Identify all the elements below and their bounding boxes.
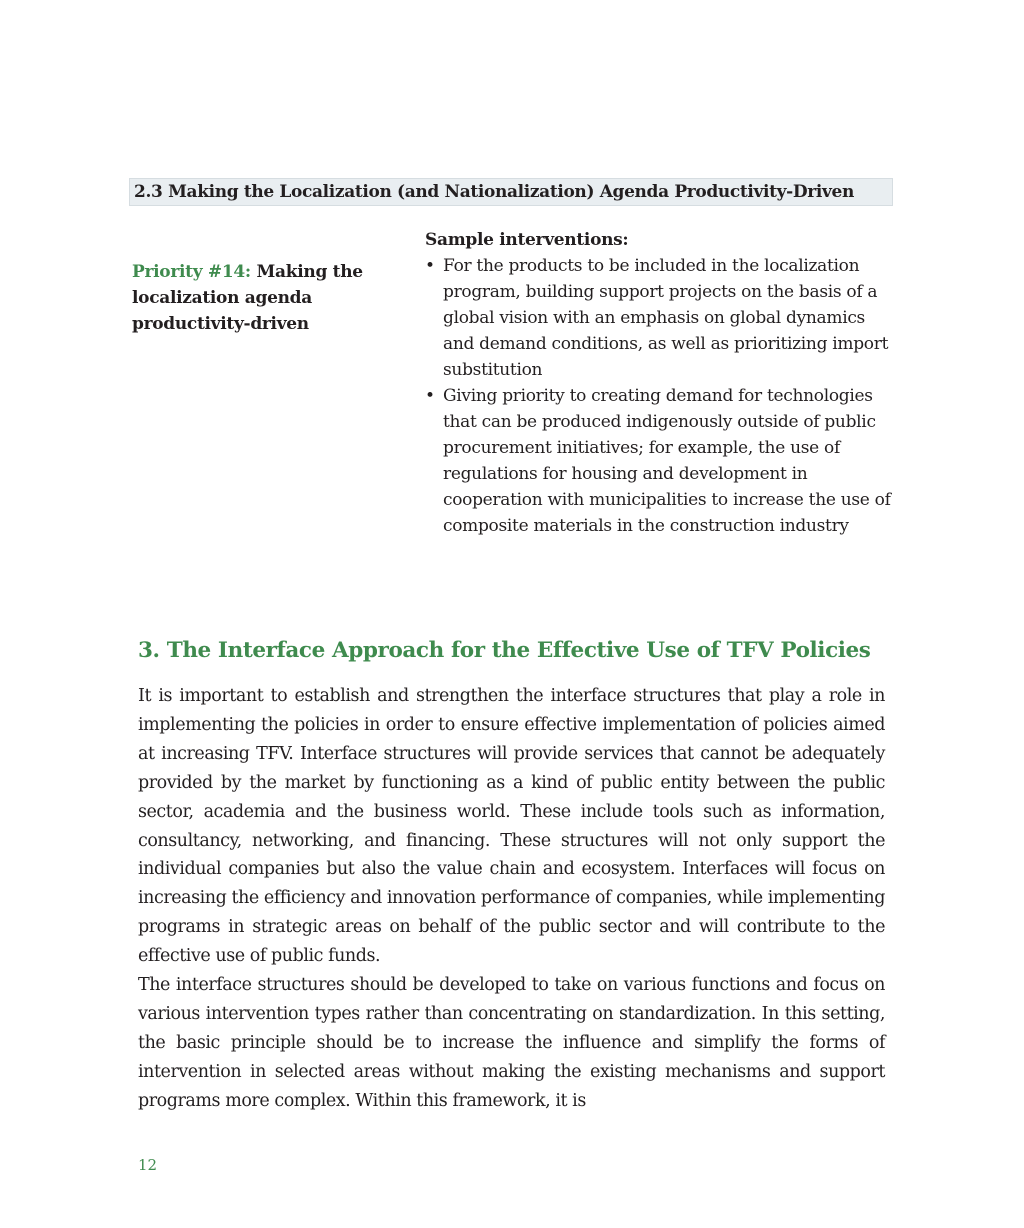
page-number: 12: [138, 1156, 158, 1174]
bullet-icon: •: [425, 386, 435, 406]
list-item: [425, 383, 895, 539]
paragraph: It is important to establish and strengthen the interface structures that play a role in implementing the policies in order to ensure effective implementation of policies aimed at increasing TFV. Interface structures will provide services that cannot be adequately provided by the market by functioning as a kind of public entity between the public sector, academia and the business world. These include tools such as information, consultancy, networking, and financing. These structures will not only support the individual companies but also the value chain and ecosystem. Interfaces will focus on increasing the efficiency and innovation performance of companies, while implementing programs in strategic areas on behalf of the public sector and will contribute to the effective use of public funds.: [138, 686, 885, 967]
chapter-title: 3. The Interface Approach for the Effective Use of TFV Policies: [138, 638, 871, 663]
sample-interventions: [425, 227, 895, 539]
body-text: [138, 682, 885, 1116]
bullet-icon: •: [425, 256, 435, 276]
paragraph: The interface structures should be developed to take on various functions and focus on various intervention types rather than concentrating on standardization. In this setting, the basic principle should be to increase the influence and simplify the forms of intervention in selected areas without making the existing mechanisms and support programs more complex. Within this framework, it is: [138, 975, 885, 1111]
intervention-text: Giving priority to creating demand for technologies that can be produced indigenously outside of public procurement initiatives; for example, the use of regulations for housing and development in cooperation with municipalities to increase the use of composite materials in the construction industry: [443, 386, 891, 536]
section-heading: 2.3 Making the Localization (and Nationalization) Agenda Productivity-Driven: [134, 182, 854, 202]
interventions-list: [425, 253, 895, 539]
priority-box: [132, 259, 382, 337]
priority-text: Making the localization agenda productivity-driven: [132, 262, 363, 334]
list-item: [425, 253, 895, 383]
section-heading-bar: [129, 178, 893, 206]
intervention-text: For the products to be included in the localization program, building support projects on the basis of a global vision with an emphasis on global dynamics and demand conditions, as well as prioritizing import substitution: [443, 256, 889, 380]
priority-label: Priority #14:: [132, 262, 251, 282]
interventions-heading: Sample interventions:: [425, 230, 629, 250]
